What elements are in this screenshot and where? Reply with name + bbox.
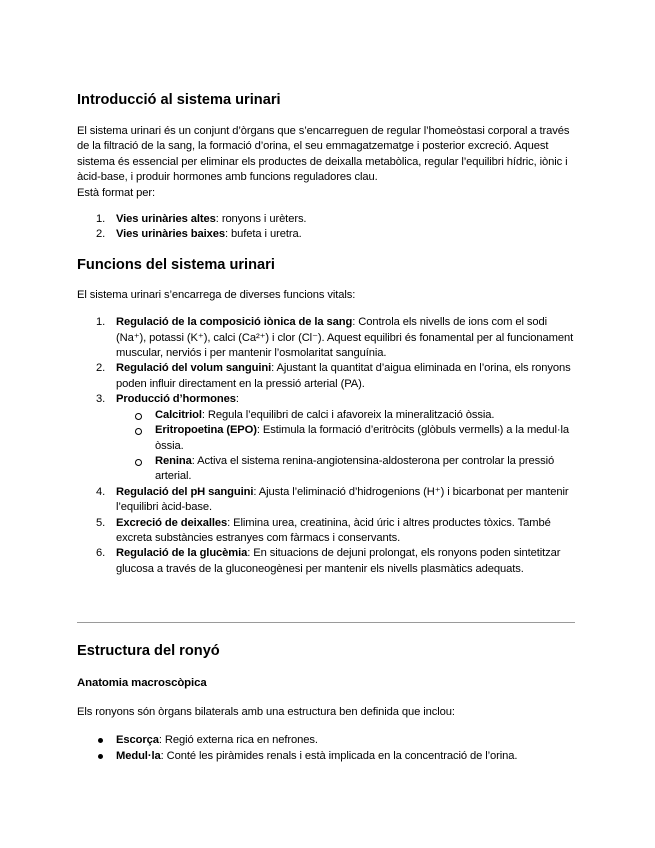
document-body [77, 88, 577, 577]
kidney-subheading: Anatomia macroscòpica [77, 677, 207, 689]
disc-bullet-icon [98, 738, 103, 743]
functions-heading: Funcions del sistema urinari [77, 256, 275, 273]
hormones-list [116, 408, 577, 485]
list-item: 2. Vies urinàries baixes: bufeta i uretra. [96, 228, 302, 241]
list-item: 6. Regulació de la glucèmia: En situacions de dejuni prolongat, els ronyons poden sintetitzar glucosa a través de la gluconeogènesi per mantenir els nivells plasmàtics adequats. [96, 547, 561, 575]
intro-format-line: Està format per: [77, 186, 155, 199]
circle-bullet-icon [135, 428, 142, 435]
circle-bullet-icon [135, 413, 142, 420]
list-item: 2. Regulació del volum sanguini: Ajustant la quantitat d’aigua eliminada en l’orina, els ronyons poden influir directament en la pressió arterial (PA). [96, 362, 571, 390]
intro-heading: Introducció al sistema urinari [77, 92, 281, 108]
list-item: Escorça: Regió externa rica en nefrones. [77, 733, 577, 748]
intro-list [77, 212, 577, 243]
list-item: Renina: Activa el sistema renina-angiotensina-aldosterona per controlar la pressió arterial. [116, 454, 577, 485]
intro-paragraph: El sistema urinari és un conjunt d’òrgans que s’encarreguen de regular l’homeòstasi corporal a través de la filtració de la sang, la formació d’orina, el seu emmagatzematge i posterior excreció. Aquest sistema és essencial per eliminar els productes de deixalla metabòlica, regular l’equilibri hídric, iònic i àcid-base, i produir hormones amb funcions reguladores clau. [77, 125, 570, 184]
kidney-intro: Els ronyons són òrgans bilaterals amb una estructura ben definida que inclou: [77, 706, 455, 718]
list-item: 1. Regulació de la composició iònica de la sang: Controla els nivells de ions com el sodi (Na⁺), potassi (K⁺), calci (Ca²⁺) i clor (Cl⁻). Aquest equilibri és fonamental per al funcionament muscular, nerviós i per mantenir l’osmolaritat sanguínia. [96, 316, 574, 360]
list-item: Eritropoetina (EPO): Estimula la formació d’eritròcits (glòbuls vermells) a la medul·la òssia. [116, 423, 577, 454]
circle-bullet-icon [135, 459, 142, 466]
functions-list [77, 315, 577, 577]
list-item: 3. Producció d’hormones: Calcitriol: Regula l’equilibri de calci i afavoreix la mineralització òssia. Eritropoetina (EPO): Estimula la formació d’eritròcits (glòbuls vermells) a la medul·la òssia. Renina: Activa el sistema renina-angiotensina-aldosterona per controlar la pressió arterial. [77, 392, 577, 484]
kidney-list [77, 733, 577, 764]
kidney-section [77, 641, 577, 764]
list-item: 1. Vies urinàries altes: ronyons i urèters. [96, 213, 307, 226]
list-item: 4. Regulació del pH sanguini: Ajusta l’eliminació d’hidrogenions (H⁺) i bicarbonat per mantenir l’equilibri àcid-base. [96, 485, 569, 514]
section-divider [77, 622, 575, 623]
functions-intro: El sistema urinari s’encarrega de diverses funcions vitals: [77, 288, 356, 301]
disc-bullet-icon [98, 754, 103, 759]
list-item: Calcitriol: Regula l’equilibri de calci i afavoreix la mineralització òssia. [116, 408, 577, 423]
list-item: Medul·la: Conté les piràmides renals i està implicada en la concentració de l’orina. [77, 749, 577, 764]
kidney-heading: Estructura del ronyó [77, 643, 220, 659]
list-item: 5. Excreció de deixalles: Elimina urea, creatinina, àcid úric i altres productes tòxics. També excreta substàncies estranyes com fàrmacs i conservants. [96, 516, 551, 544]
